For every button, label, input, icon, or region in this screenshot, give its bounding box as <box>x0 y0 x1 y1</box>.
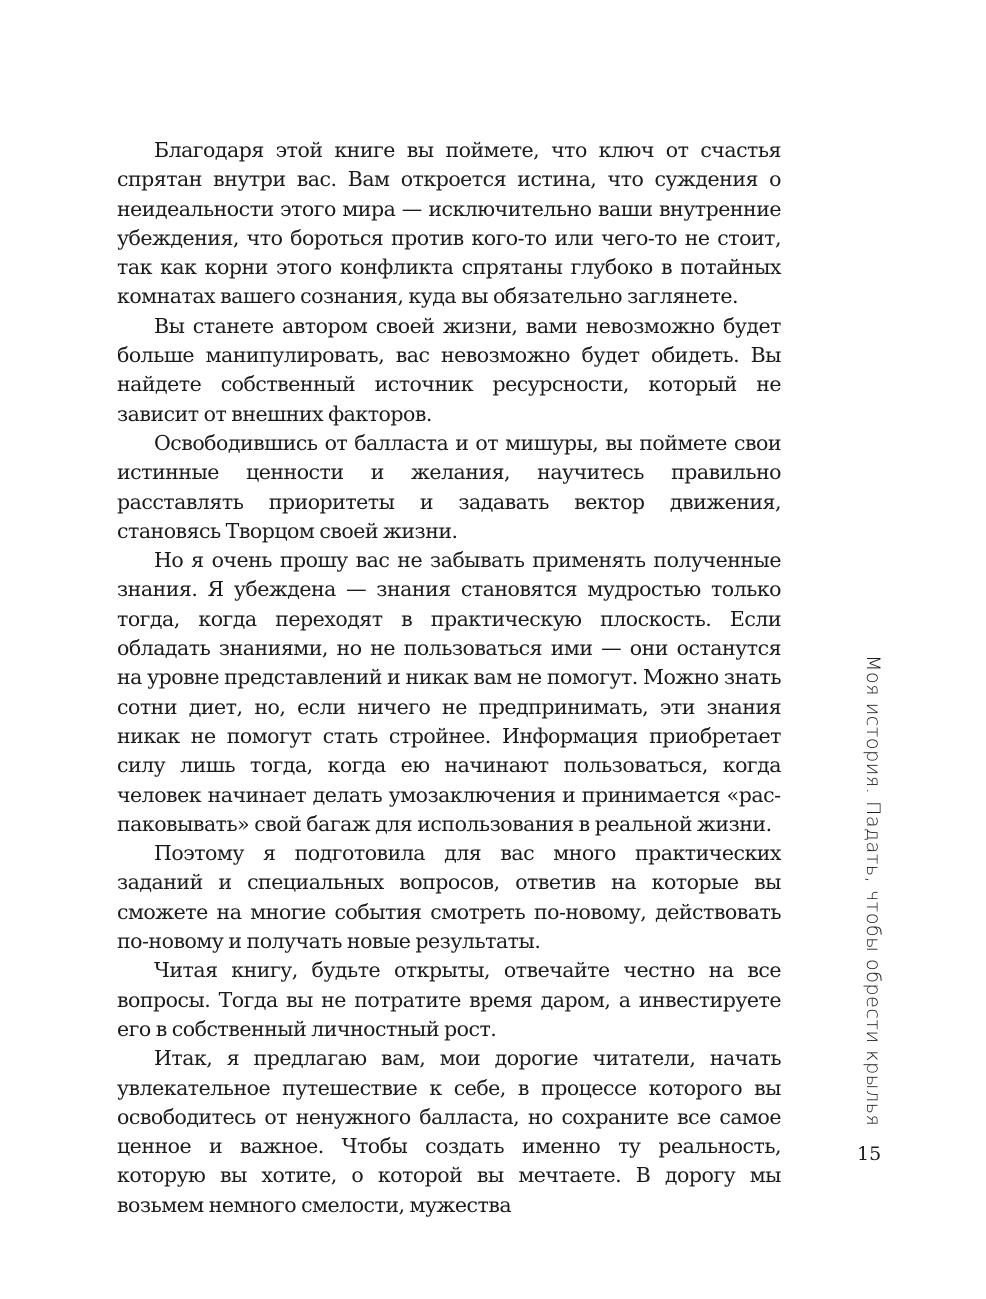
page-number: 15 <box>857 1143 882 1165</box>
body-text <box>117 136 781 1220</box>
paragraph: Читая книгу, будьте открыты, отвечайте честно на все вопросы. Тогда вы не потратите время даром, а инвестируете его в собственный личностный рост. <box>117 958 781 1041</box>
running-head: Моя история. Падать, чтобы обрести крылья <box>862 655 884 1127</box>
paragraph: Но я очень прошу вас не забывать применять полученные знания. Я убеждена — знания становятся мудростью только тогда, когда переходят в практическую плоскость. Если обладать знаниями, но не пользоваться ими — они останутся на уровне представлений и никак вам не помогут. Можно знать сотни диет, но, если ничего не предпринимать, эти знания никак не помогут стать стройнее. Информация приобретает силу лишь тогда, когда ею начинают пользоваться, когда человек начинает делать умозаключения и принимается «распаковывать» свой багаж для использования в реальной жизни. <box>117 548 781 836</box>
paragraph: Итак, я предлагаю вам, мои дорогие читатели, начать увлекательное путешествие к себе, в процессе которого вы освободитесь от ненужного балласта, но сохраните все самое ценное и важное. Чтобы создать именно ту реальность, которую вы хотите, о которой вы мечтаете. В дорогу мы возьмем немного смелости, мужества <box>117 1046 781 1217</box>
paragraph: Поэтому я подготовила для вас много практических заданий и специальных вопросов, ответив на которые вы сможете на многие события смотреть по-новому, действовать по-новому и получать новые результаты. <box>117 841 781 954</box>
paragraph: Благодаря этой книге вы поймете, что ключ от счастья спрятан внутри вас. Вам откроется истина, что суждения о неидеальности этого мира — исключительно ваши внутренние убеждения, что бороться против кого-то или чего-то не стоит, так как корни этого конфликта спрятаны глубоко в потайных комнатах вашего сознания, куда вы обязательно заглянете. <box>117 138 781 309</box>
paragraph: Освободившись от балласта и от мишуры, вы поймете свои истинные ценности и желания, научитесь правильно расставлять приоритеты и задавать вектор движения, становясь Творцом своей жизни. <box>117 430 781 543</box>
paragraph: Вы станете автором своей жизни, вами невозможно будет больше манипулировать, вас невозможно будет обидеть. Вы найдете собственный источник ресурсности, который не зависит от внешних факторов. <box>117 313 781 426</box>
